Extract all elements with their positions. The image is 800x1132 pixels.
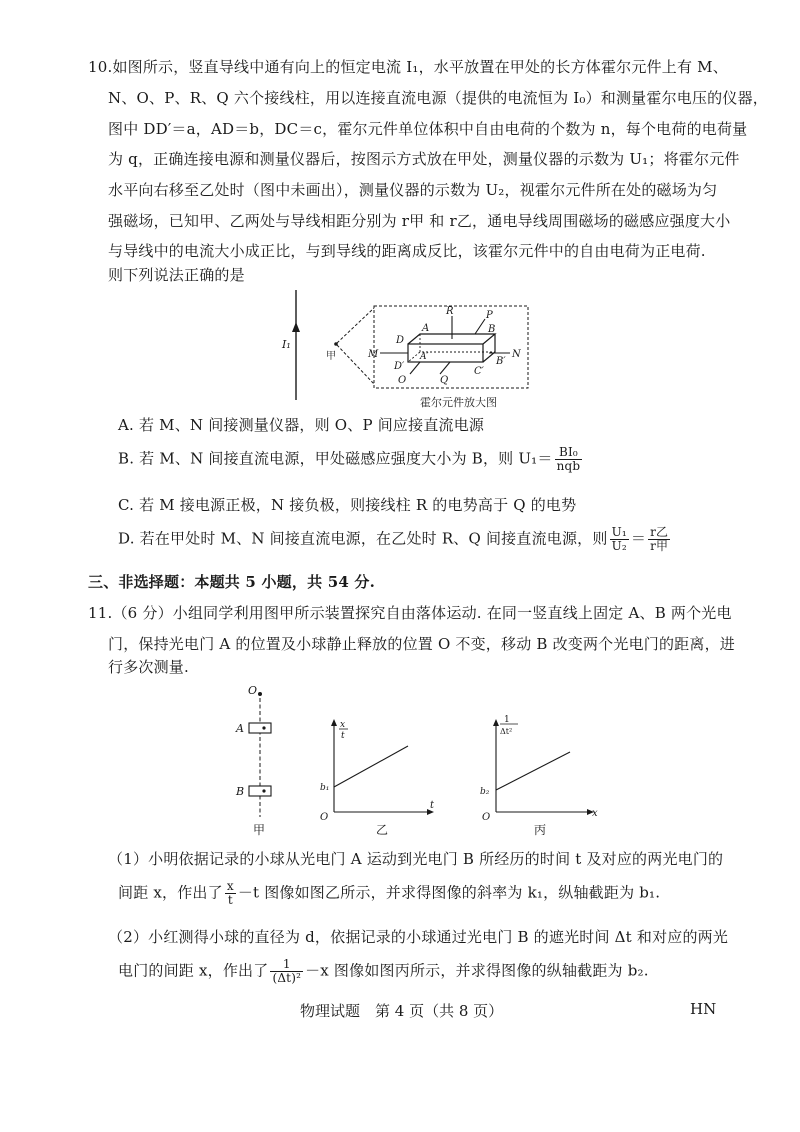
q11-line-1: 11.（6 分）小组同学利用图甲所示装置探究自由落体运动. 在同一竖直线上固定 A、B 两个光电 <box>88 604 732 622</box>
figure-caption: 霍尔元件放大图 <box>420 396 497 409</box>
page-footer: 物理试题 第 4 页（共 8 页） <box>300 1002 504 1020</box>
yi-ylabel-num: x <box>340 720 346 730</box>
label-D-prime: D′ <box>394 361 405 372</box>
q10-line-7: 与导线中的电流大小成正比，与到导线的距离成反比，该霍尔元件中的自由电荷为正电荷. <box>108 242 706 260</box>
q10-option-c: C. 若 M 接电源正极，N 接负极，则接线柱 R 的电势高于 Q 的电势 <box>118 496 577 514</box>
label-O: O <box>398 375 407 386</box>
yi-ylabel-den: t <box>341 731 345 741</box>
bing-origin: O <box>482 812 491 823</box>
label-B-prime: B′ <box>496 356 506 367</box>
q10-option-a: A. 若 M、N 间接测量仪器，则 O、P 间应接直流电源 <box>118 416 485 434</box>
bing-ylabel-num: 1 <box>504 715 510 725</box>
q11-line-2: 门，保持光电门 A 的位置及小球静止释放的位置 O 不变，移动 B 改变两个光电门的距离，进 <box>108 635 735 653</box>
terminal-Q <box>440 362 450 374</box>
q10-line-5: 水平向右移至乙处时（图中未画出），测量仪器的示数为 U₂，视霍尔元件所在处的磁场为匀 <box>108 181 718 199</box>
label-A-prime: A′ <box>420 352 429 362</box>
label-M: M <box>368 349 379 360</box>
ball-release-dot <box>258 692 262 696</box>
q10-line-1: 10.如图所示，竖直导线中通有向上的恒定电流 I₁，水平放置在甲处的长方体霍尔元件上有 M、 <box>88 58 728 76</box>
photogate-B <box>249 786 271 796</box>
yi-origin: O <box>320 812 329 823</box>
figure-jia <box>228 682 288 842</box>
label-N: N <box>512 349 521 360</box>
hall-element-figure <box>270 282 570 412</box>
q11-part2-line-1: （2）小红测得小球的直径为 d，依据记录的小球通过光电门 B 的遮光时间 Δt 和对应的两光 <box>108 928 729 946</box>
bing-line <box>496 752 570 790</box>
q11-part1-line-1: （1）小明依据记录的小球从光电门 A 运动到光电门 B 所经历的时间 t 及对应的两光电门的 <box>108 850 724 868</box>
photogate-A <box>249 723 271 733</box>
q10-line-6: 强磁场，已知甲、乙两处与导线相距分别为 r甲 和 r乙，通电导线周围磁场的磁感应强度大小 <box>108 212 731 230</box>
label-R: R <box>446 306 454 317</box>
part2-fraction: $\frac{1}{\text{(Δt)²}}$ <box>272 957 302 985</box>
yi-y-arrow-icon <box>331 719 337 726</box>
q11-line-3: 行多次测量. <box>108 658 189 676</box>
q11-part1-line-2: 间距 x，作出了 $\frac{x}{t}$ －t 图像如图乙所示，并求得图像的斜率为 k₁，纵轴截距为 b₁. <box>118 879 661 907</box>
label-Q: Q <box>440 375 449 386</box>
q10-option-b: B. 若 M、N 间接直流电源，甲处磁感应强度大小为 B，则 U₁＝ $\frac{\text{BI₀}}{\text{nqb}}$ <box>118 445 581 473</box>
figure-yi <box>318 716 448 842</box>
label-P: P <box>486 310 493 321</box>
option-d-fraction-1: $\frac{\text{U₁}}{\text{U₂}}$ <box>611 525 627 553</box>
option-b-fraction: $\frac{\text{BI₀}}{\text{nqb}}$ <box>556 445 581 473</box>
bing-xlabel: x <box>592 808 598 819</box>
figure-bing <box>476 712 606 842</box>
terminal-O <box>410 362 420 374</box>
terminal-P <box>475 319 485 334</box>
jia-label-A: A <box>236 722 244 735</box>
q10-line-2: N、O、P、R、Q 六个接线柱，用以连接直流电源（提供的电流恒为 I₀）和测量霍尔电压的仪器， <box>108 89 768 107</box>
yi-intercept: b₁ <box>320 783 330 793</box>
option-d-fraction-2: $\frac{\text{r乙}}{\text{r甲}}$ <box>650 525 669 553</box>
part1-fraction: $\frac{x}{t}$ <box>226 879 234 907</box>
q10-line-4: 为 q，正确连接电源和测量仪器后，按图示方式放在甲处，测量仪器的示数为 U₁；将霍尔元件 <box>108 150 740 168</box>
q10-option-d: D. 若在甲处时 M、N 间接直流电源，在乙处时 R、Q 间接直流电源，则 $\frac{\text{U₁}}{\text{U₂}}$ ＝ $\frac{\text{r乙}}{\text{r甲}}$ <box>118 525 669 553</box>
yi-caption: 乙 <box>376 823 389 837</box>
bing-y-arrow-icon <box>493 719 499 726</box>
footer-code: HN <box>690 1000 717 1018</box>
q10-line-8: 则下列说法正确的是 <box>108 266 245 284</box>
label-A: A <box>422 323 430 334</box>
bing-intercept: b₂ <box>480 787 490 797</box>
position-label: 甲 <box>326 351 336 362</box>
yi-line <box>334 746 408 787</box>
label-D: D <box>396 335 405 346</box>
jia-label-B: B <box>236 785 245 798</box>
section-3-heading: 三、非选择题：本题共 5 小题，共 54 分. <box>88 573 376 591</box>
jia-caption: 甲 <box>253 823 266 837</box>
bing-caption: 丙 <box>534 823 547 837</box>
q11-part2-line-2: 电门的间距 x，作出了 $\frac{1}{\text{(Δt)²}}$ －x 图像如图丙所示，并求得图像的纵轴截距为 b₂. <box>118 957 649 985</box>
current-arrow-icon <box>292 322 300 332</box>
label-C-prime: C′ <box>474 366 484 377</box>
current-label: I₁ <box>282 338 291 351</box>
label-B: B <box>488 324 496 335</box>
bing-ylabel-den: Δt² <box>500 727 513 736</box>
yi-xlabel: t <box>430 800 435 811</box>
jia-label-O: O <box>248 684 258 697</box>
q10-line-3: 图中 DD′＝a，AD＝b，DC＝c，霍尔元件单位体积中自由电荷的个数为 n，每个电荷的电荷量 <box>108 120 748 138</box>
